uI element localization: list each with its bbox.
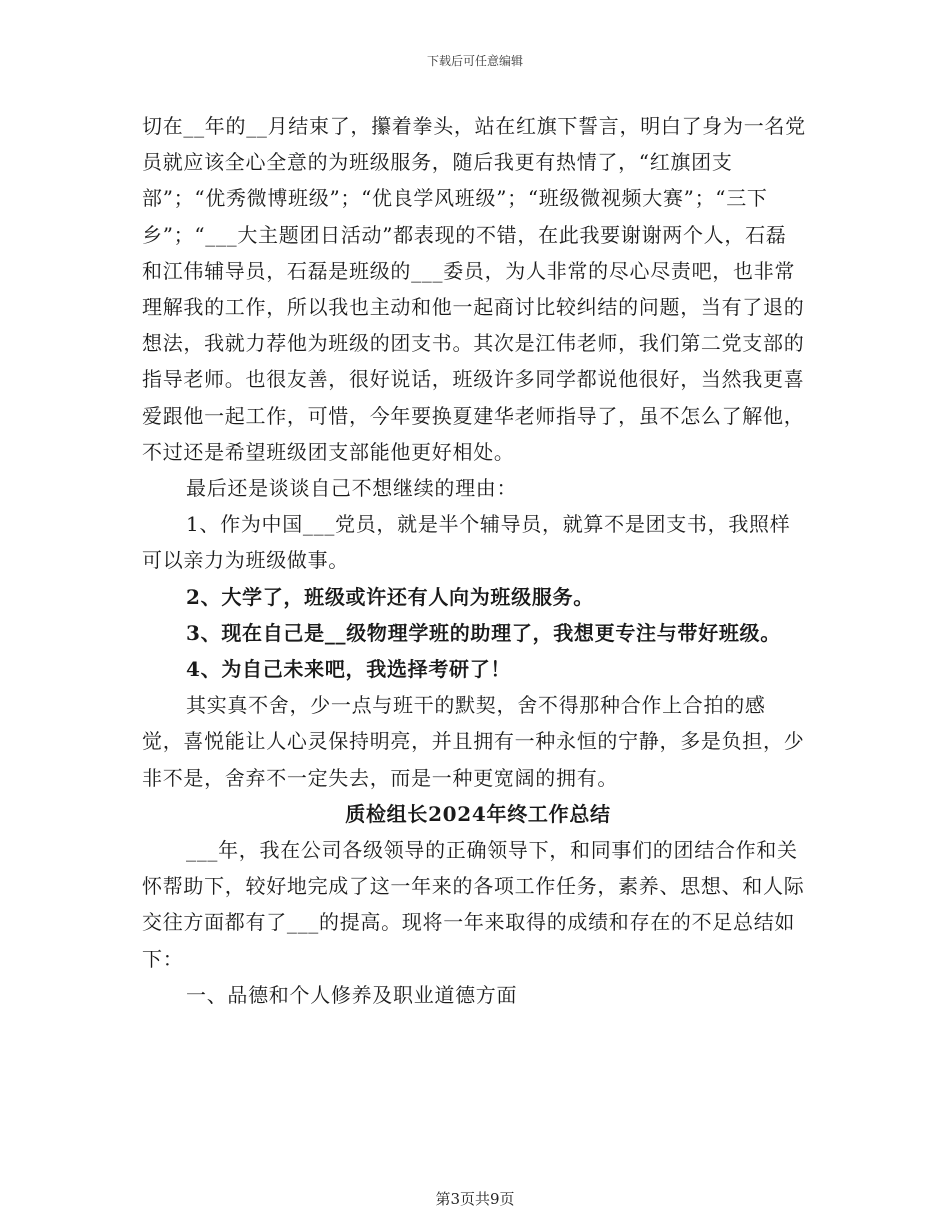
paragraph-intro: 切在__年的__月结束了，攥着拳头，站在红旗下誓言，明白了身为一名党员就应该全心全意的为班级服务，随后我更有热情了，“红旗团支部”；“优秀微博班级”；“优良学风班级”；“班级微视频大赛”；“三下乡”；“___大主题团日活动”都表现的不错，在此我要谢谢两个人，石磊和江伟辅导员，石磊是班级的___委员，为人非常的尽心尽责吧，也非常理解我的工作，所以我也主动和他一起商讨比较纠结的问题，当有了退的想法，我就力荐他为班级的团支书。其次是江伟老师，我们第二党支部的指导老师。也很友善，很好说话，班级许多同学都说他很好，当然我更喜爱跟他一起工作，可惜，今年要换夏建华老师指导了，虽不怎么了解他，不过还是希望班级团支部能他更好相处。 — [142, 114, 806, 464]
paragraph-summary-intro: ___年，我在公司各级领导的正确领导下，和同事们的团结合作和关怀帮助下，较好地完成了这一年来的各项工作任务，素养、思想、和人际交往方面都有了___的提高。现将一年来取得的成绩和存在的不足总结如下： — [142, 838, 805, 971]
paragraph-reason-2: 2、大学了，班级或许还有人向为班级服务。 — [186, 584, 594, 609]
section-title: 质检组长2024年终工作总结 — [345, 801, 611, 826]
paragraph-subheading-1: 一、品德和个人修养及职业道德方面 — [186, 982, 518, 1007]
paragraph-reason-3: 3、现在自己是__级物理学班的助理了，我想更专注与带好班级。 — [186, 620, 781, 645]
page-header-note: 下载后可任意编辑 — [426, 54, 523, 68]
paragraph-reason-4: 4、为自己未来吧，我选择考研了！ — [186, 657, 512, 682]
document-body — [142, 108, 806, 1013]
paragraph-closing: 其实真不舍，少一点与班干的默契，舍不得那种合作上合拍的感觉，喜悦能让人心灵保持明亮，并且拥有一种永恒的宁静，多是负担，少非不是，舍弃不一定失去，而是一种更宽阔的拥有。 — [142, 693, 805, 790]
page-number: 第3页共9页 — [435, 1190, 515, 1208]
paragraph-reason-1: 1、作为中国___党员，就是半个辅导员，就算不是团支书，我照样可以亲力为班级做事。 — [142, 512, 791, 573]
paragraph-reasons-lead: 最后还是谈谈自己不想继续的理由： — [186, 476, 518, 501]
